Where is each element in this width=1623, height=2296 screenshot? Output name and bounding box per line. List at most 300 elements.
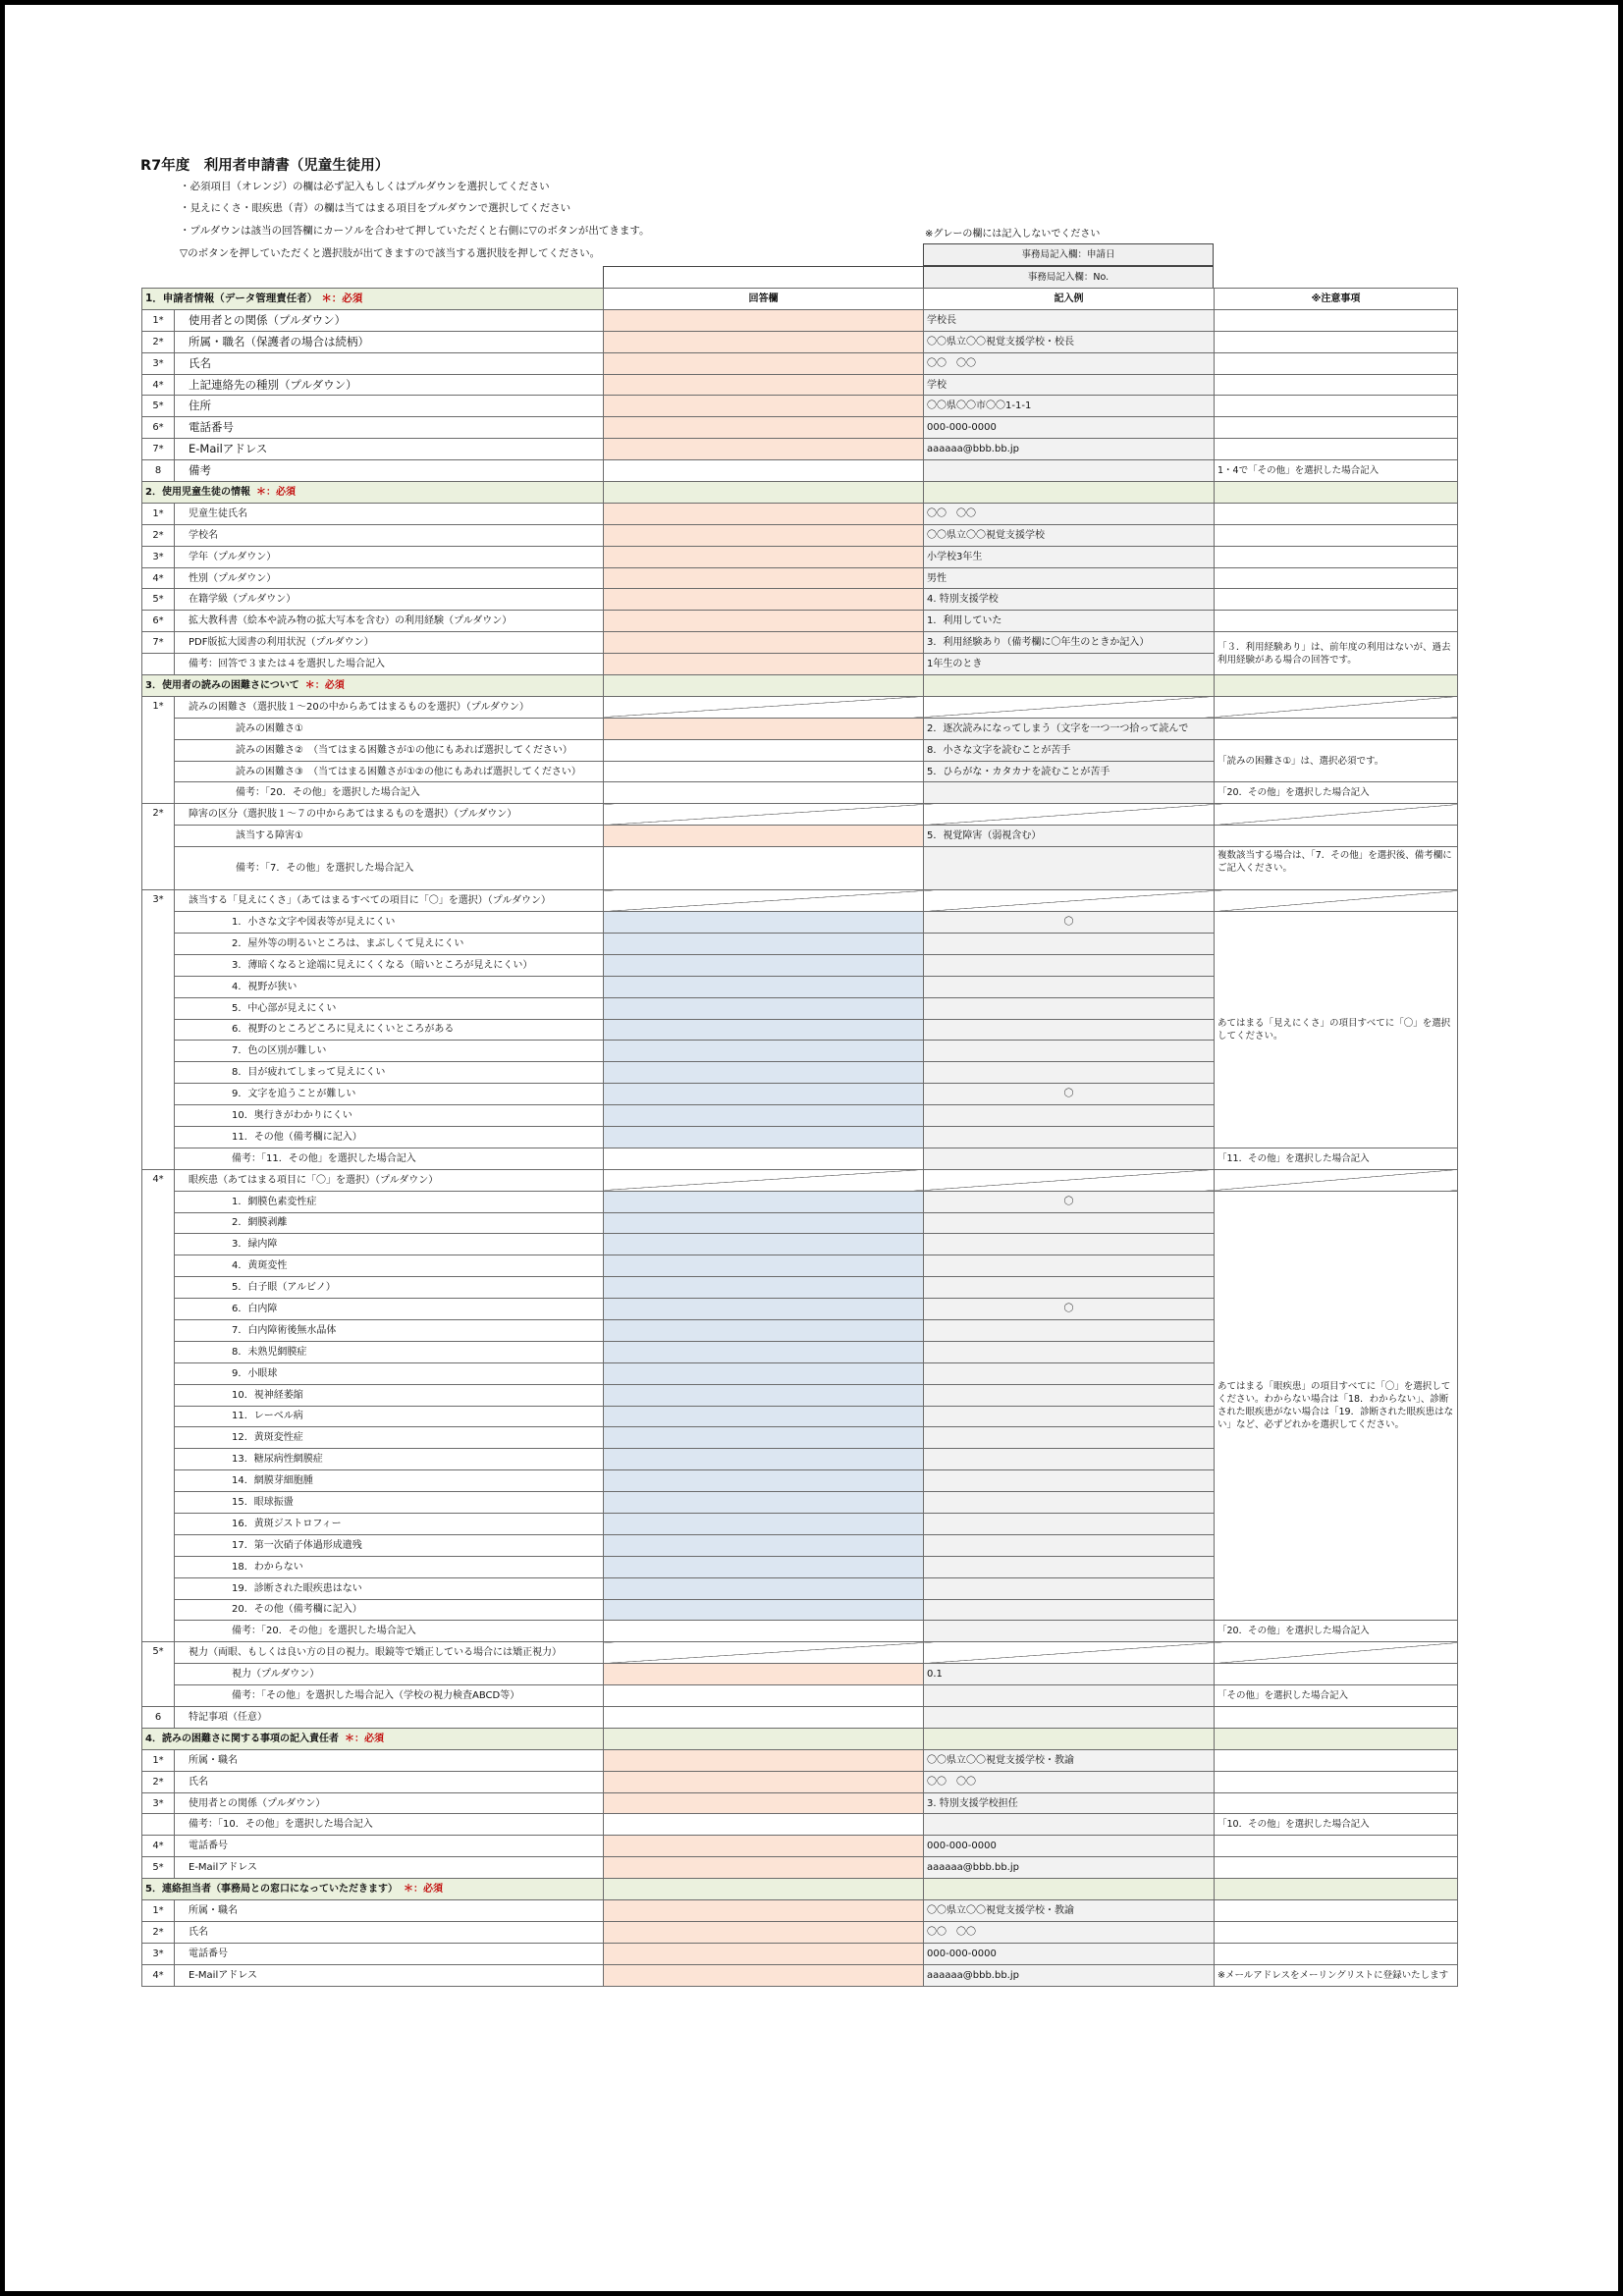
answer-input[interactable] [604,1771,924,1792]
answer-select[interactable] [604,1470,924,1492]
example-value: 3. 特別支援学校担任 [924,1792,1215,1814]
answer-input[interactable] [604,331,924,352]
example-cell [924,675,1215,697]
note-text [1215,1749,1458,1771]
note-text: 「20．その他」を選択した場合記入 [1215,1621,1458,1642]
item-label: 10．奥行きがわかりにくい [175,1105,604,1127]
answer-input[interactable] [604,396,924,417]
note-text: 「11．その他」を選択した場合記入 [1215,1148,1458,1169]
item-label: 9．文字を追うことが難しい [175,1084,604,1105]
example-value: 〇〇県立〇〇視覚支援学校・教諭 [924,1900,1215,1922]
answer-cell [604,1169,924,1191]
answer-input[interactable] [604,460,924,482]
answer-select[interactable] [604,1556,924,1577]
note-text: 1・4で「その他」を選択した場合記入 [1215,460,1458,482]
item-number: 1* [142,503,175,524]
note-text: ※メールアドレスをメーリングリストに登録いたします [1215,1964,1458,1986]
item-label: 備考：「10．その他」を選択した場合記入 [175,1814,604,1836]
note-text [1215,396,1458,417]
note-text [1215,1664,1458,1685]
page-title: R7年度 利用者申請書（児童生徒用） [140,158,390,174]
answer-input[interactable] [604,503,924,524]
form-row [142,632,1458,654]
item-label: 3．緑内障 [175,1234,604,1255]
reading-header-row [142,696,1458,718]
example-value: 4. 特別支援学校 [924,589,1215,611]
section-title [142,1879,604,1900]
answer-select[interactable] [604,1492,924,1514]
item-number: 6* [142,611,175,632]
answer-select[interactable] [604,1299,924,1320]
item-number: 6* [142,417,175,439]
item-label: 読みの困難さ① [175,718,604,739]
item-label: 3．薄暗くなると途端に見えにくくなる（暗いところが見えにくい） [175,954,604,976]
item-label: 16．黄斑ジストロフィー [175,1513,604,1534]
note-text [1215,352,1458,374]
example-value: 〇 [924,912,1215,934]
item-label: 6．視野のところどころに見えにくいところがある [175,1019,604,1041]
item-label: 所属・職名 [175,1749,604,1771]
example-value: 0.1 [924,1664,1215,1685]
note-cell [1215,696,1458,718]
example-cell [924,804,1215,826]
form-row [142,1771,1458,1792]
item-label: 19．診断された眼疾患はない [175,1577,604,1599]
answer-select[interactable] [604,1362,924,1384]
answer-input[interactable] [604,739,924,761]
item-label: 使用者との関係（プルダウン） [175,1792,604,1814]
answer-input[interactable] [604,761,924,782]
answer-select[interactable] [604,1084,924,1105]
note-text [1215,1771,1458,1792]
example-value [924,933,1215,954]
header-blank-cell [603,266,923,289]
item-label: 備考：「20．その他」を選択した場合記入 [175,1621,604,1642]
answer-input[interactable] [604,1792,924,1814]
answer-select[interactable] [604,1449,924,1470]
note-text [1215,1707,1458,1729]
note-text [1215,611,1458,632]
instruction-3: ・プルダウンは該当の回答欄にカーソルを合わせて押していただくと右側に▽のボタンが出てきます。 [180,225,650,237]
item-label: 読みの困難さ② （当てはまる困難さが①の他にもあれば選択してください） [175,739,604,761]
answer-input[interactable] [604,1836,924,1857]
form-row [142,1964,1458,1986]
answer-select[interactable] [604,1191,924,1212]
answer-cell [604,804,924,826]
answer-select[interactable] [604,997,924,1019]
item-label: 所属・職名 [175,1900,604,1922]
answer-select[interactable] [604,1105,924,1127]
item-number: 4* [142,1964,175,1986]
answer-input[interactable] [604,1900,924,1922]
note-text [1215,567,1458,589]
item-label: 4．視野が狭い [175,976,604,997]
example-value [924,1341,1215,1362]
answer-column-header: 回答欄 [604,289,924,310]
note-cell [1215,675,1458,697]
example-value: 1年生のとき [924,654,1215,675]
example-value: aaaaaa@bbb.bb.jp [924,439,1215,460]
answer-select[interactable] [604,1255,924,1277]
required-label: ＊：必須 [255,486,296,498]
question-label: 読みの困難さ（選択肢１～20の中からあてはまるものを選択）（プルダウン） [175,696,604,718]
item-number: 6 [142,1707,175,1729]
special-row [142,1707,1458,1729]
vision-header-row [142,1642,1458,1664]
question-label: 眼疾患（あてはまる項目に「〇」を選択）（プルダウン） [175,1169,604,1191]
instruction-1: ・必須項目（オレンジ）の欄は必ず記入もしくはプルダウンを選択してください [180,181,550,192]
item-label: 学年（プルダウン） [175,546,604,567]
answer-input[interactable] [604,1857,924,1879]
visibility-row [142,912,1458,934]
answer-select[interactable] [604,1577,924,1599]
example-value [924,1406,1215,1427]
item-number: 7* [142,439,175,460]
example-cell [924,1879,1215,1900]
note-cell [1215,1728,1458,1749]
section-title-text: 2．使用児童生徒の情報 [145,486,250,498]
answer-select[interactable] [604,1126,924,1148]
form-row [142,1943,1458,1964]
example-value [924,1019,1215,1041]
answer-input[interactable] [604,1664,924,1685]
item-number: 3* [142,546,175,567]
example-value [924,460,1215,482]
example-value [924,1384,1215,1406]
note-cell [1215,1879,1458,1900]
item-label: 7．白内障術後無水晶体 [175,1319,604,1341]
item-number: 7* [142,632,175,654]
answer-select[interactable] [604,1341,924,1362]
example-value [924,847,1215,890]
office-no-field: 事務局記入欄：No. [923,266,1214,289]
item-number: 2* [142,524,175,546]
answer-input[interactable] [604,782,924,804]
answer-input[interactable] [604,1621,924,1642]
item-label: 住所 [175,396,604,417]
example-value [924,1534,1215,1556]
example-value [924,1126,1215,1148]
item-number: 4* [142,1169,175,1642]
example-cell [924,1642,1215,1664]
item-label: 拡大教科書（絵本や読み物の拡大写本を含む）の利用経験（プルダウン） [175,611,604,632]
example-value [924,1577,1215,1599]
section-title-row [142,482,1458,504]
example-value [924,1212,1215,1234]
example-value: 〇〇 〇〇 [924,1771,1215,1792]
item-number: 2* [142,804,175,890]
item-label: 2．屋外等の明るいところは、まぶしくて見えにくい [175,933,604,954]
answer-cell [604,1642,924,1664]
form-row [142,396,1458,417]
form-row [142,524,1458,546]
note-text [1215,826,1458,847]
disability-row [142,826,1458,847]
answer-input[interactable] [604,1814,924,1836]
form-row [142,1749,1458,1771]
note-text [1215,503,1458,524]
answer-input[interactable] [604,826,924,847]
form-row [142,546,1458,567]
item-label: 読みの困難さ③ （当てはまる困難さが①②の他にもあれば選択してください） [175,761,604,782]
example-cell [924,1728,1215,1749]
answer-input[interactable] [604,1964,924,1986]
answer-select[interactable] [604,1427,924,1449]
answer-select[interactable] [604,933,924,954]
item-label: 4．黄斑変性 [175,1255,604,1277]
item-label: 児童生徒氏名 [175,503,604,524]
answer-select[interactable] [604,954,924,976]
answer-select[interactable] [604,1384,924,1406]
eye-disease-header-row [142,1169,1458,1191]
item-label: 20．その他（備考欄に記入） [175,1599,604,1621]
example-value [924,1427,1215,1449]
item-label: 学校名 [175,524,604,546]
answer-select[interactable] [604,1234,924,1255]
form-row [142,309,1458,331]
answer-cell [604,1728,924,1749]
answer-input[interactable] [604,718,924,739]
item-label: 電話番号 [175,417,604,439]
answer-select[interactable] [604,1319,924,1341]
note-cell [1215,1642,1458,1664]
item-label: 上記連絡先の種別（プルダウン） [175,374,604,396]
example-value: 学校 [924,374,1215,396]
note-text [1215,1857,1458,1879]
answer-select[interactable] [604,1019,924,1041]
item-label: 電話番号 [175,1943,604,1964]
answer-input[interactable] [604,524,924,546]
item-number: 4* [142,567,175,589]
answer-cell [604,675,924,697]
reading-row [142,739,1458,761]
required-label: ＊：必須 [321,292,363,304]
example-value [924,782,1215,804]
form-row [142,352,1458,374]
section-title [142,675,604,697]
example-value [924,1449,1215,1470]
answer-input[interactable] [604,654,924,675]
note-text [1215,1792,1458,1814]
answer-cell [604,696,924,718]
example-cell [924,890,1215,912]
grey-note: ※グレーの欄には記入しないでください [925,229,1101,240]
note-cell [1215,482,1458,504]
answer-select[interactable] [604,976,924,997]
example-value: 男性 [924,567,1215,589]
answer-input[interactable] [604,546,924,567]
item-label: 14．網膜芽細胞腫 [175,1470,604,1492]
note-text: 複数該当する場合は、「7．その他」を選択後、備考欄にご記入ください。 [1215,847,1458,890]
item-number: 1* [142,309,175,331]
instruction-2: ・見えにくさ・眼疾患（青）の欄は当てはまる項目をプルダウンで選択してください [180,202,571,214]
answer-cell [604,890,924,912]
note-text [1215,546,1458,567]
answer-select[interactable] [604,1534,924,1556]
item-number: 3* [142,352,175,374]
answer-input[interactable] [604,589,924,611]
item-label: 13．糖尿病性網膜症 [175,1449,604,1470]
example-value: 小学校3年生 [924,546,1215,567]
section-title-row [142,1728,1458,1749]
note-text [1215,374,1458,396]
note-text: 「20．その他」を選択した場合記入 [1215,782,1458,804]
item-label: 7．色の区別が難しい [175,1041,604,1062]
item-label: 1．小さな文字や図表等が見えにくい [175,912,604,934]
example-cell [924,482,1215,504]
item-label: 18．わからない [175,1556,604,1577]
example-value: 5．ひらがな・カタカナを読むことが苦手 [924,761,1215,782]
example-value: 〇〇 〇〇 [924,1921,1215,1943]
vision-remark-row [142,1685,1458,1707]
item-label: PDF版拡大図書の利用状況（プルダウン） [175,632,604,654]
item-number: 3* [142,1943,175,1964]
item-label: 10．視神経萎縮 [175,1384,604,1406]
example-value [924,1814,1215,1836]
form-row [142,331,1458,352]
answer-input[interactable] [604,1943,924,1964]
required-label: ＊：必須 [403,1884,443,1896]
section-title: 1．申請者情報（データ管理責任者） [145,292,318,304]
section-title-text: 4．読みの困難さに関する事項の記入責任者 [145,1733,339,1744]
item-number: 5* [142,1642,175,1707]
example-value: 1．利用していた [924,611,1215,632]
answer-input[interactable] [604,847,924,890]
form-row [142,374,1458,396]
item-label: 備考：「20．その他」を選択した場合記入 [175,782,604,804]
item-label: 特記事項（任意） [175,1707,604,1729]
answer-input[interactable] [604,567,924,589]
note-cell [1215,1169,1458,1191]
visibility-header-row [142,890,1458,912]
example-value: 〇〇県立〇〇視覚支援学校・教諭 [924,1749,1215,1771]
answer-input[interactable] [604,1707,924,1729]
answer-select[interactable] [604,1041,924,1062]
item-number [142,654,175,675]
visibility-remark-row [142,1148,1458,1169]
example-value: 8．小さな文字を読むことが苦手 [924,739,1215,761]
disability-header-row [142,804,1458,826]
note-cell [1215,804,1458,826]
item-number: 5* [142,589,175,611]
example-value: 〇〇県立〇〇視覚支援学校・校長 [924,331,1215,352]
example-value: aaaaaa@bbb.bb.jp [924,1964,1215,1986]
answer-input[interactable] [604,611,924,632]
example-cell [924,696,1215,718]
answer-select[interactable] [604,1406,924,1427]
answer-input[interactable] [604,309,924,331]
example-value: 学校長 [924,309,1215,331]
example-column-header: 記入例 [924,289,1215,310]
note-text: 「読みの困難さ①」は、選択必須です。 [1215,739,1458,782]
example-cell [924,1169,1215,1191]
item-number: 1* [142,1749,175,1771]
section-1-title [142,289,604,310]
answer-input[interactable] [604,417,924,439]
item-label: 備考：「7．その他」を選択した場合記入 [175,847,604,890]
example-value: aaaaaa@bbb.bb.jp [924,1857,1215,1879]
answer-cell [604,482,924,504]
answer-select[interactable] [604,1513,924,1534]
item-number: 2* [142,1921,175,1943]
example-value: 〇〇県〇〇市〇〇1-1-1 [924,396,1215,417]
item-number: 3* [142,1792,175,1814]
item-label: 使用者との関係（プルダウン） [175,309,604,331]
item-label: 9．小眼球 [175,1362,604,1384]
answer-input[interactable] [604,632,924,654]
answer-select[interactable] [604,1212,924,1234]
question-label: 障害の区分（選択肢１～７の中からあてはまるものを選択）（プルダウン） [175,804,604,826]
answer-input[interactable] [604,374,924,396]
item-label: 17．第一次硝子体過形成遺残 [175,1534,604,1556]
reading-remark-row [142,782,1458,804]
note-text [1215,331,1458,352]
required-label: ＊：必須 [344,1733,384,1744]
item-label: 8．目が疲れてしまって見えにくい [175,1062,604,1084]
required-label: ＊：必須 [304,679,345,691]
item-label: 12．黄斑変性症 [175,1427,604,1449]
item-label: E-Mailアドレス [175,1964,604,1986]
answer-select[interactable] [604,912,924,934]
example-value: 〇 [924,1191,1215,1212]
answer-input[interactable] [604,439,924,460]
item-label: 視力（プルダウン） [175,1664,604,1685]
note-text: 「その他」を選択した場合記入 [1215,1685,1458,1707]
answer-input[interactable] [604,1685,924,1707]
example-value [924,954,1215,976]
example-value [924,1234,1215,1255]
item-label: 11．その他（備考欄に記入） [175,1126,604,1148]
form-row [142,1921,1458,1943]
section-title-row [142,675,1458,697]
answer-input[interactable] [604,1749,924,1771]
example-value: 〇 [924,1084,1215,1105]
item-label: 1．網膜色素変性症 [175,1191,604,1212]
note-text [1215,1921,1458,1943]
note-text: 「３．利用経験あり」は、前年度の利用はないが、過去利用経験がある場合の回答です。 [1215,632,1458,675]
answer-input[interactable] [604,352,924,374]
section-title-row [142,1879,1458,1900]
answer-input[interactable] [604,1148,924,1169]
example-value [924,1707,1215,1729]
item-label: E-Mailアドレス [175,1857,604,1879]
item-label: 15．眼球振盪 [175,1492,604,1514]
answer-input[interactable] [604,1921,924,1943]
form-row [142,567,1458,589]
disability-remark-row [142,847,1458,890]
item-number [142,1814,175,1836]
example-value [924,1277,1215,1299]
example-value: 〇〇県立〇〇視覚支援学校 [924,524,1215,546]
item-number: 8 [142,460,175,482]
office-date-field: 事務局記入欄：申請日 [923,243,1214,266]
answer-select[interactable] [604,1277,924,1299]
item-label: 5．白子眼（アルビノ） [175,1277,604,1299]
item-label: 5．中心部が見えにくい [175,997,604,1019]
question-label: 視力（両眼、もしくは良い方の目の視力。眼鏡等で矯正している場合には矯正視力） [175,1642,604,1664]
item-number: 2* [142,331,175,352]
form-row [142,1836,1458,1857]
item-number: 4* [142,1836,175,1857]
form-row [142,611,1458,632]
form-row [142,417,1458,439]
note-text [1215,1900,1458,1922]
answer-select[interactable] [604,1062,924,1084]
answer-select[interactable] [604,1599,924,1621]
example-value [924,1685,1215,1707]
item-label: 氏名 [175,1771,604,1792]
example-value [924,1148,1215,1169]
